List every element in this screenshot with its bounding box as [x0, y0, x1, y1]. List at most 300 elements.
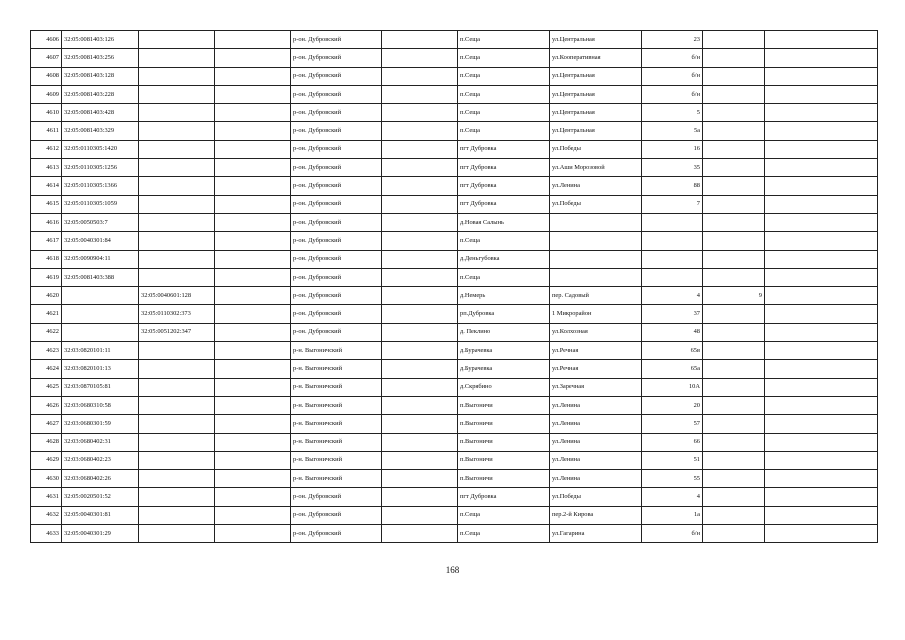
table-row: [31, 470, 878, 488]
empty-column-3-cell: [765, 323, 878, 341]
district-cell: р-он. Дубровский: [291, 140, 382, 158]
house-number-cell: 20: [642, 396, 703, 414]
row-number-cell: 4614: [31, 177, 62, 195]
cadastral-number-cell: 32:05:0110305:1256: [62, 159, 139, 177]
empty-column-3-cell: [765, 232, 878, 250]
cadastral-number-alt-cell: [139, 177, 215, 195]
empty-column-cell: [215, 305, 291, 323]
table-row: [31, 396, 878, 414]
cadastral-number-cell: 32:03:0820101:13: [62, 360, 139, 378]
district-cell: р-н. Выгоничский: [291, 378, 382, 396]
cadastral-number-alt-cell: [139, 268, 215, 286]
cadastral-number-alt-cell: [139, 470, 215, 488]
cadastral-number-cell: 32:03:0870105:81: [62, 378, 139, 396]
house-number-cell: б/н: [642, 67, 703, 85]
street-cell: ул.Победы: [550, 488, 642, 506]
district-cell: р-он. Дубровский: [291, 232, 382, 250]
row-number-cell: 4621: [31, 305, 62, 323]
district-cell: р-он. Дубровский: [291, 268, 382, 286]
row-number-cell: 4631: [31, 488, 62, 506]
cadastral-number-cell: 32:05:0110305:1420: [62, 140, 139, 158]
empty-column-2-cell: [382, 287, 458, 305]
extra-value-cell: [703, 49, 765, 67]
table-row: [31, 378, 878, 396]
cadastral-number-cell: 32:05:0020501:52: [62, 488, 139, 506]
cadastral-number-cell: 32:05:0081403:256: [62, 49, 139, 67]
empty-column-3-cell: [765, 195, 878, 213]
settlement-cell: д.Немерь: [458, 287, 550, 305]
house-number-cell: 65в: [642, 342, 703, 360]
settlement-cell: д.Бурачевка: [458, 360, 550, 378]
street-cell: 1 Микрорайон: [550, 305, 642, 323]
table-row: [31, 433, 878, 451]
empty-column-2-cell: [382, 67, 458, 85]
empty-column-2-cell: [382, 470, 458, 488]
empty-column-cell: [215, 67, 291, 85]
row-number-cell: 4619: [31, 268, 62, 286]
house-number-cell: 5: [642, 104, 703, 122]
extra-value-cell: [703, 140, 765, 158]
table-row: [31, 287, 878, 305]
cadastral-number-alt-cell: [139, 122, 215, 140]
row-number-cell: 4622: [31, 323, 62, 341]
empty-column-3-cell: [765, 122, 878, 140]
cadastral-number-cell: 32:05:0081403:329: [62, 122, 139, 140]
district-cell: р-н. Выгоничский: [291, 342, 382, 360]
cadastral-number-alt-cell: 32:05:0110302:373: [139, 305, 215, 323]
empty-column-2-cell: [382, 378, 458, 396]
house-number-cell: [642, 232, 703, 250]
extra-value-cell: [703, 323, 765, 341]
extra-value-cell: [703, 433, 765, 451]
table-row: [31, 342, 878, 360]
extra-value-cell: [703, 232, 765, 250]
extra-value-cell: [703, 85, 765, 103]
row-number-cell: 4610: [31, 104, 62, 122]
house-number-cell: 16: [642, 140, 703, 158]
row-number-cell: 4616: [31, 213, 62, 231]
cadastral-number-alt-cell: [139, 342, 215, 360]
district-cell: р-он. Дубровский: [291, 122, 382, 140]
street-cell: ул.Ленина: [550, 470, 642, 488]
cadastral-number-cell: 32:05:0040301:84: [62, 232, 139, 250]
street-cell: ул.Центральная: [550, 85, 642, 103]
empty-column-2-cell: [382, 49, 458, 67]
cadastral-number-alt-cell: [139, 433, 215, 451]
house-number-cell: 4: [642, 488, 703, 506]
row-number-cell: 4608: [31, 67, 62, 85]
empty-column-3-cell: [765, 177, 878, 195]
cadastral-number-cell: 32:05:0040301:29: [62, 525, 139, 543]
empty-column-cell: [215, 31, 291, 49]
district-cell: р-он. Дубровский: [291, 525, 382, 543]
empty-column-3-cell: [765, 506, 878, 524]
settlement-cell: п.Сеща: [458, 31, 550, 49]
settlement-cell: п.Сеща: [458, 67, 550, 85]
table-row: [31, 250, 878, 268]
extra-value-cell: [703, 506, 765, 524]
cadastral-number-alt-cell: 32:05:0040601:128: [139, 287, 215, 305]
street-cell: ул.Речная: [550, 342, 642, 360]
cadastral-number-alt-cell: [139, 159, 215, 177]
empty-column-3-cell: [765, 49, 878, 67]
cadastral-number-cell: 32:05:0050503:7: [62, 213, 139, 231]
empty-column-2-cell: [382, 140, 458, 158]
settlement-cell: п.Сеща: [458, 85, 550, 103]
street-cell: ул.Центральная: [550, 104, 642, 122]
table-row: [31, 49, 878, 67]
cadastral-number-alt-cell: [139, 525, 215, 543]
row-number-cell: 4628: [31, 433, 62, 451]
empty-column-cell: [215, 360, 291, 378]
cadastral-number-cell: 32:05:0081403:228: [62, 85, 139, 103]
settlement-cell: пгт Дубровка: [458, 140, 550, 158]
extra-value-cell: [703, 488, 765, 506]
empty-column-3-cell: [765, 342, 878, 360]
extra-value-cell: [703, 268, 765, 286]
settlement-cell: д.Деньгубовка: [458, 250, 550, 268]
settlement-cell: рп.Дубровка: [458, 305, 550, 323]
street-cell: ул.Ленина: [550, 177, 642, 195]
cadastral-number-alt-cell: [139, 506, 215, 524]
extra-value-cell: [703, 470, 765, 488]
empty-column-2-cell: [382, 195, 458, 213]
cadastral-number-cell: 32:05:0110305:1059: [62, 195, 139, 213]
empty-column-cell: [215, 140, 291, 158]
house-number-cell: 5а: [642, 122, 703, 140]
house-number-cell: [642, 268, 703, 286]
house-number-cell: 88: [642, 177, 703, 195]
empty-column-cell: [215, 287, 291, 305]
street-cell: пер. Садовый: [550, 287, 642, 305]
street-cell: ул.Кооперативная: [550, 49, 642, 67]
table-row: [31, 451, 878, 469]
house-number-cell: [642, 213, 703, 231]
settlement-cell: д.Бурачевка: [458, 342, 550, 360]
empty-column-cell: [215, 378, 291, 396]
page-number: 168: [445, 565, 460, 575]
cadastral-number-alt-cell: [139, 488, 215, 506]
settlement-cell: д.Новая Салынь: [458, 213, 550, 231]
empty-column-2-cell: [382, 488, 458, 506]
empty-column-2-cell: [382, 31, 458, 49]
empty-column-cell: [215, 323, 291, 341]
settlement-cell: п.Сеща: [458, 104, 550, 122]
row-number-cell: 4624: [31, 360, 62, 378]
extra-value-cell: [703, 342, 765, 360]
table-row: [31, 122, 878, 140]
empty-column-2-cell: [382, 415, 458, 433]
table-row: [31, 85, 878, 103]
district-cell: р-он. Дубровский: [291, 67, 382, 85]
house-number-cell: б/н: [642, 525, 703, 543]
empty-column-cell: [215, 451, 291, 469]
registry-table: [30, 30, 878, 543]
cadastral-number-cell: 32:05:0081403:428: [62, 104, 139, 122]
settlement-cell: п.Сеща: [458, 49, 550, 67]
cadastral-number-alt-cell: [139, 140, 215, 158]
street-cell: ул.Ленина: [550, 451, 642, 469]
empty-column-3-cell: [765, 287, 878, 305]
cadastral-number-cell: 32:03:0820101:11: [62, 342, 139, 360]
settlement-cell: пгт Дубровка: [458, 488, 550, 506]
house-number-cell: 35: [642, 159, 703, 177]
empty-column-3-cell: [765, 85, 878, 103]
settlement-cell: д.Скрябино: [458, 378, 550, 396]
row-number-cell: 4630: [31, 470, 62, 488]
empty-column-cell: [215, 177, 291, 195]
street-cell: ул.Гагарина: [550, 525, 642, 543]
empty-column-2-cell: [382, 433, 458, 451]
street-cell: пер.2-й Кирова: [550, 506, 642, 524]
cadastral-number-cell: 32:03:0680402:31: [62, 433, 139, 451]
district-cell: р-он. Дубровский: [291, 506, 382, 524]
district-cell: р-он. Дубровский: [291, 195, 382, 213]
empty-column-2-cell: [382, 360, 458, 378]
district-cell: р-он. Дубровский: [291, 250, 382, 268]
extra-value-cell: [703, 195, 765, 213]
empty-column-3-cell: [765, 31, 878, 49]
cadastral-number-cell: 32:05:0040301:81: [62, 506, 139, 524]
empty-column-cell: [215, 195, 291, 213]
house-number-cell: 57: [642, 415, 703, 433]
extra-value-cell: [703, 67, 765, 85]
row-number-cell: 4607: [31, 49, 62, 67]
table-row: [31, 104, 878, 122]
cadastral-number-alt-cell: [139, 451, 215, 469]
settlement-cell: п.Выгоничи: [458, 415, 550, 433]
district-cell: р-он. Дубровский: [291, 104, 382, 122]
empty-column-cell: [215, 250, 291, 268]
street-cell: ул.Заречная: [550, 378, 642, 396]
extra-value-cell: [703, 122, 765, 140]
cadastral-number-alt-cell: [139, 85, 215, 103]
empty-column-3-cell: [765, 104, 878, 122]
table-row: [31, 525, 878, 543]
empty-column-2-cell: [382, 122, 458, 140]
district-cell: р-он. Дубровский: [291, 31, 382, 49]
table-body: [31, 31, 878, 543]
settlement-cell: п.Выгоничи: [458, 470, 550, 488]
row-number-cell: 4625: [31, 378, 62, 396]
empty-column-2-cell: [382, 305, 458, 323]
house-number-cell: 4: [642, 287, 703, 305]
cadastral-number-cell: 32:03:0680402:26: [62, 470, 139, 488]
empty-column-2-cell: [382, 104, 458, 122]
house-number-cell: б/н: [642, 85, 703, 103]
extra-value-cell: [703, 525, 765, 543]
extra-value-cell: [703, 415, 765, 433]
house-number-cell: б/н: [642, 49, 703, 67]
district-cell: р-он. Дубровский: [291, 85, 382, 103]
settlement-cell: п.Сеща: [458, 525, 550, 543]
house-number-cell: 65а: [642, 360, 703, 378]
empty-column-cell: [215, 415, 291, 433]
settlement-cell: пгт Дубровка: [458, 159, 550, 177]
street-cell: ул.Ленина: [550, 396, 642, 414]
extra-value-cell: [703, 378, 765, 396]
street-cell: ул.Колхозная: [550, 323, 642, 341]
district-cell: р-н. Выгоничский: [291, 451, 382, 469]
cadastral-number-cell: 32:05:0081403:126: [62, 31, 139, 49]
table-row: [31, 31, 878, 49]
row-number-cell: 4629: [31, 451, 62, 469]
row-number-cell: 4623: [31, 342, 62, 360]
row-number-cell: 4609: [31, 85, 62, 103]
settlement-cell: п.Сеща: [458, 122, 550, 140]
empty-column-cell: [215, 104, 291, 122]
empty-column-cell: [215, 433, 291, 451]
empty-column-cell: [215, 488, 291, 506]
street-cell: ул.Победы: [550, 195, 642, 213]
empty-column-3-cell: [765, 159, 878, 177]
street-cell: ул.Победы: [550, 140, 642, 158]
table-row: [31, 67, 878, 85]
settlement-cell: п.Выгоничи: [458, 433, 550, 451]
cadastral-number-cell: [62, 287, 139, 305]
empty-column-2-cell: [382, 159, 458, 177]
empty-column-3-cell: [765, 433, 878, 451]
table-row: [31, 360, 878, 378]
district-cell: р-н. Выгоничский: [291, 415, 382, 433]
street-cell: [550, 250, 642, 268]
settlement-cell: пгт Дубровка: [458, 195, 550, 213]
empty-column-2-cell: [382, 268, 458, 286]
district-cell: р-он. Дубровский: [291, 213, 382, 231]
cadastral-number-cell: 32:03:0680301:59: [62, 415, 139, 433]
cadastral-number-cell: [62, 305, 139, 323]
empty-column-2-cell: [382, 396, 458, 414]
row-number-cell: 4633: [31, 525, 62, 543]
empty-column-3-cell: [765, 470, 878, 488]
cadastral-number-cell: 32:05:0090904:11: [62, 250, 139, 268]
district-cell: р-он. Дубровский: [291, 305, 382, 323]
district-cell: р-н. Выгоничский: [291, 470, 382, 488]
district-cell: р-он. Дубровский: [291, 488, 382, 506]
empty-column-cell: [215, 342, 291, 360]
district-cell: р-н. Выгоничский: [291, 396, 382, 414]
table-row: [31, 213, 878, 231]
row-number-cell: 4606: [31, 31, 62, 49]
empty-column-2-cell: [382, 177, 458, 195]
cadastral-number-alt-cell: [139, 31, 215, 49]
empty-column-cell: [215, 122, 291, 140]
empty-column-3-cell: [765, 451, 878, 469]
empty-column-cell: [215, 232, 291, 250]
row-number-cell: 4627: [31, 415, 62, 433]
extra-value-cell: [703, 213, 765, 231]
row-number-cell: 4618: [31, 250, 62, 268]
row-number-cell: 4613: [31, 159, 62, 177]
cadastral-number-alt-cell: [139, 213, 215, 231]
settlement-cell: п.Сеща: [458, 268, 550, 286]
empty-column-cell: [215, 396, 291, 414]
extra-value-cell: [703, 159, 765, 177]
district-cell: р-он. Дубровский: [291, 323, 382, 341]
house-number-cell: 37: [642, 305, 703, 323]
empty-column-cell: [215, 506, 291, 524]
empty-column-3-cell: [765, 488, 878, 506]
district-cell: р-он. Дубровский: [291, 159, 382, 177]
empty-column-2-cell: [382, 525, 458, 543]
table-row: [31, 488, 878, 506]
table-row: [31, 323, 878, 341]
table-row: [31, 305, 878, 323]
row-number-cell: 4626: [31, 396, 62, 414]
empty-column-2-cell: [382, 85, 458, 103]
cadastral-number-alt-cell: [139, 195, 215, 213]
settlement-cell: п.Сеща: [458, 232, 550, 250]
district-cell: р-он. Дубровский: [291, 177, 382, 195]
settlement-cell: п.Выгоничи: [458, 396, 550, 414]
cadastral-number-cell: 32:05:0110305:1366: [62, 177, 139, 195]
street-cell: ул.Аши Морозовой: [550, 159, 642, 177]
empty-column-2-cell: [382, 213, 458, 231]
table-row: [31, 159, 878, 177]
empty-column-cell: [215, 525, 291, 543]
district-cell: р-н. Выгоничский: [291, 360, 382, 378]
street-cell: ул.Центральная: [550, 122, 642, 140]
empty-column-2-cell: [382, 232, 458, 250]
house-number-cell: 10А: [642, 378, 703, 396]
house-number-cell: 48: [642, 323, 703, 341]
house-number-cell: 7: [642, 195, 703, 213]
cadastral-number-alt-cell: [139, 67, 215, 85]
street-cell: ул.Центральная: [550, 67, 642, 85]
empty-column-2-cell: [382, 451, 458, 469]
empty-column-3-cell: [765, 140, 878, 158]
empty-column-3-cell: [765, 213, 878, 231]
empty-column-2-cell: [382, 506, 458, 524]
street-cell: ул.Ленина: [550, 415, 642, 433]
empty-column-3-cell: [765, 360, 878, 378]
district-cell: р-он. Дубровский: [291, 49, 382, 67]
empty-column-cell: [215, 268, 291, 286]
cadastral-number-cell: 32:03:0680402:23: [62, 451, 139, 469]
empty-column-cell: [215, 159, 291, 177]
street-cell: ул.Ленина: [550, 433, 642, 451]
street-cell: [550, 268, 642, 286]
cadastral-number-alt-cell: [139, 250, 215, 268]
empty-column-cell: [215, 49, 291, 67]
cadastral-number-alt-cell: [139, 396, 215, 414]
street-cell: [550, 232, 642, 250]
cadastral-number-alt-cell: [139, 104, 215, 122]
house-number-cell: 23: [642, 31, 703, 49]
settlement-cell: п.Сеща: [458, 506, 550, 524]
extra-value-cell: [703, 177, 765, 195]
empty-column-2-cell: [382, 323, 458, 341]
cadastral-number-alt-cell: [139, 378, 215, 396]
cadastral-number-cell: 32:03:0680310:58: [62, 396, 139, 414]
empty-column-3-cell: [765, 525, 878, 543]
extra-value-cell: [703, 104, 765, 122]
street-cell: ул.Речная: [550, 360, 642, 378]
empty-column-3-cell: [765, 378, 878, 396]
empty-column-2-cell: [382, 250, 458, 268]
house-number-cell: 1а: [642, 506, 703, 524]
house-number-cell: 51: [642, 451, 703, 469]
row-number-cell: 4612: [31, 140, 62, 158]
settlement-cell: д. Пеклино: [458, 323, 550, 341]
empty-column-cell: [215, 85, 291, 103]
row-number-cell: 4632: [31, 506, 62, 524]
table-row: [31, 140, 878, 158]
row-number-cell: 4615: [31, 195, 62, 213]
district-cell: р-он. Дубровский: [291, 287, 382, 305]
extra-value-cell: [703, 360, 765, 378]
cadastral-number-cell: 32:05:0081403:388: [62, 268, 139, 286]
